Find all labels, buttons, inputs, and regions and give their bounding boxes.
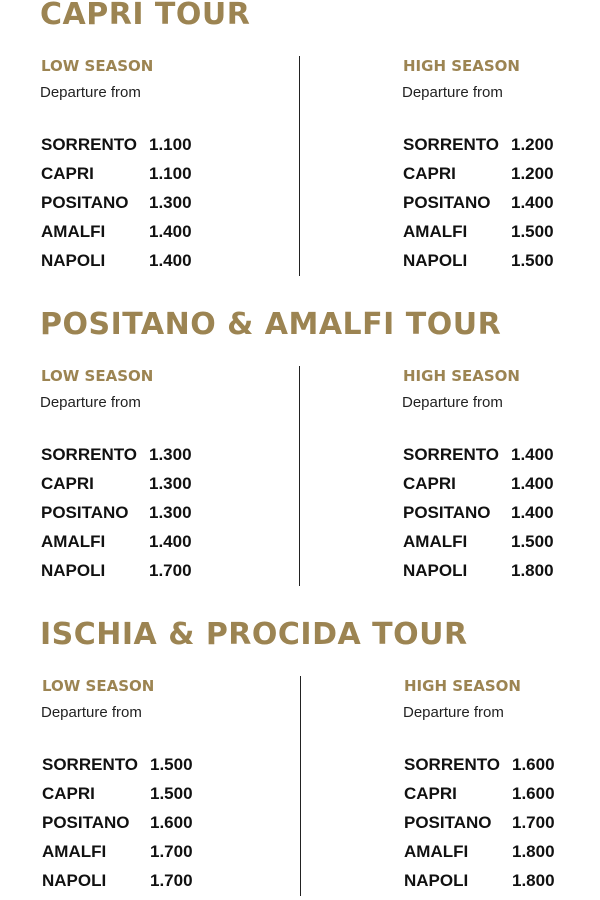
price-value: 1.400 <box>149 222 192 241</box>
city-name: SORRENTO <box>41 135 138 154</box>
city-name: AMALFI <box>404 842 469 861</box>
city-name: SORRENTO <box>41 445 138 464</box>
price-row <box>403 783 600 812</box>
price-value: 1.800 <box>511 561 554 580</box>
price-row <box>403 754 600 783</box>
price-row <box>40 221 240 250</box>
departure-label: Departure from <box>40 394 141 411</box>
price-value: 1.200 <box>511 164 554 183</box>
city-name: NAPOLI <box>403 251 468 270</box>
city-name: AMALFI <box>41 532 106 551</box>
high-season-label: HIGH SEASON <box>403 367 520 385</box>
price-value: 1.500 <box>511 222 554 241</box>
high-season-label: HIGH SEASON <box>403 57 520 75</box>
price-row <box>402 250 600 279</box>
tour-title: CAPRI TOUR <box>40 0 251 32</box>
price-list <box>402 134 600 279</box>
price-row <box>40 560 240 589</box>
price-value: 1.700 <box>150 871 193 890</box>
price-row <box>402 531 600 560</box>
price-row <box>402 502 600 531</box>
tour-title: POSITANO & AMALFI TOUR <box>40 307 502 342</box>
city-name: AMALFI <box>403 222 468 241</box>
price-row <box>402 221 600 250</box>
price-value: 1.800 <box>512 871 555 890</box>
price-value: 1.300 <box>149 445 192 464</box>
price-value: 1.100 <box>149 135 192 154</box>
price-row <box>40 502 240 531</box>
city-name: AMALFI <box>41 222 106 241</box>
price-row <box>41 754 241 783</box>
price-row <box>41 812 241 841</box>
season-divider <box>299 56 300 276</box>
price-row <box>403 841 600 870</box>
city-name: NAPOLI <box>41 251 106 270</box>
city-name: POSITANO <box>41 503 129 522</box>
season-divider <box>300 676 301 896</box>
price-value: 1.800 <box>512 842 555 861</box>
city-name: POSITANO <box>404 813 492 832</box>
city-name: AMALFI <box>42 842 107 861</box>
tour-title: ISCHIA & PROCIDA TOUR <box>40 617 468 652</box>
departure-label: Departure from <box>402 394 503 411</box>
price-row <box>41 783 241 812</box>
city-name: POSITANO <box>42 813 130 832</box>
city-name: NAPOLI <box>42 871 107 890</box>
price-value: 1.400 <box>511 445 554 464</box>
city-name: NAPOLI <box>404 871 469 890</box>
price-row <box>41 841 241 870</box>
city-name: CAPRI <box>42 784 95 803</box>
low-season-label: LOW SEASON <box>42 677 155 695</box>
city-name: NAPOLI <box>41 561 106 580</box>
price-list <box>40 444 240 589</box>
price-value: 1.500 <box>150 755 193 774</box>
city-name: CAPRI <box>403 164 456 183</box>
price-value: 1.600 <box>512 755 555 774</box>
city-name: SORRENTO <box>403 135 500 154</box>
price-list <box>40 134 240 279</box>
city-name: CAPRI <box>404 784 457 803</box>
price-value: 1.300 <box>149 474 192 493</box>
price-row <box>402 560 600 589</box>
departure-label: Departure from <box>402 84 503 101</box>
price-row <box>41 870 241 899</box>
price-row <box>402 473 600 502</box>
season-divider <box>299 366 300 586</box>
price-value: 1.500 <box>511 251 554 270</box>
departure-label: Departure from <box>403 704 504 721</box>
city-name: SORRENTO <box>404 755 501 774</box>
price-value: 1.200 <box>511 135 554 154</box>
high-season-label: HIGH SEASON <box>404 677 521 695</box>
price-list <box>41 754 241 899</box>
price-row <box>402 163 600 192</box>
price-value: 1.700 <box>150 842 193 861</box>
price-value: 1.400 <box>511 503 554 522</box>
city-name: CAPRI <box>403 474 456 493</box>
city-name: POSITANO <box>403 503 491 522</box>
price-value: 1.400 <box>149 532 192 551</box>
price-value: 1.500 <box>511 532 554 551</box>
price-value: 1.400 <box>149 251 192 270</box>
price-row <box>402 134 600 163</box>
price-row <box>40 192 240 221</box>
city-name: POSITANO <box>403 193 491 212</box>
price-value: 1.600 <box>150 813 193 832</box>
city-name: CAPRI <box>41 164 94 183</box>
city-name: AMALFI <box>403 532 468 551</box>
price-list <box>403 754 600 899</box>
price-value: 1.300 <box>149 503 192 522</box>
low-season-label: LOW SEASON <box>41 57 154 75</box>
city-name: POSITANO <box>41 193 129 212</box>
city-name: SORRENTO <box>42 755 139 774</box>
city-name: CAPRI <box>41 474 94 493</box>
price-value: 1.700 <box>512 813 555 832</box>
price-value: 1.400 <box>511 474 554 493</box>
price-row <box>40 250 240 279</box>
price-row <box>40 531 240 560</box>
price-row <box>40 134 240 163</box>
price-value: 1.100 <box>149 164 192 183</box>
price-value: 1.700 <box>149 561 192 580</box>
city-name: NAPOLI <box>403 561 468 580</box>
price-row <box>40 473 240 502</box>
price-value: 1.300 <box>149 193 192 212</box>
price-row <box>40 163 240 192</box>
city-name: SORRENTO <box>403 445 500 464</box>
price-value: 1.400 <box>511 193 554 212</box>
price-row <box>402 192 600 221</box>
price-row <box>403 812 600 841</box>
low-season-label: LOW SEASON <box>41 367 154 385</box>
price-value: 1.600 <box>512 784 555 803</box>
departure-label: Departure from <box>41 704 142 721</box>
price-row <box>402 444 600 473</box>
departure-label: Departure from <box>40 84 141 101</box>
price-row <box>403 870 600 899</box>
price-value: 1.500 <box>150 784 193 803</box>
price-row <box>40 444 240 473</box>
price-list <box>402 444 600 589</box>
